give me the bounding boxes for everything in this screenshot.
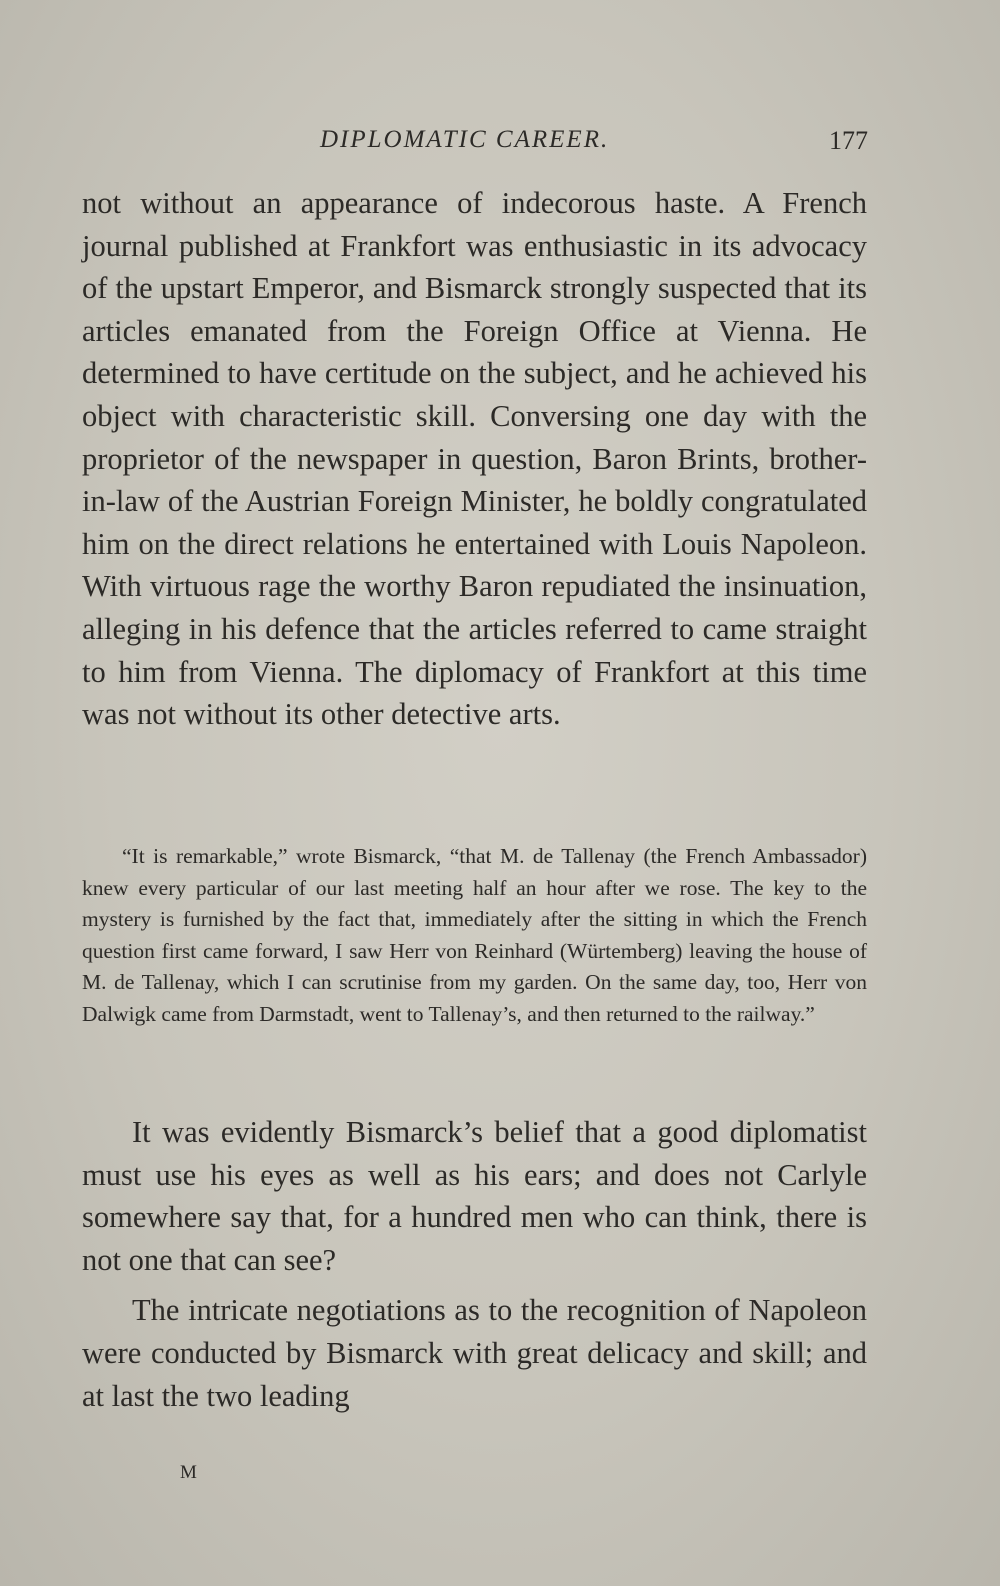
paragraph-2: It was evidently Bismarck’s belief that a good diplomatist must use his eyes as well as his ears; and does not Carlyle somewhere say that, for a hundred men who can think, there is not one that can see? (82, 1115, 867, 1277)
page-header (80, 124, 868, 164)
first-text-block (82, 182, 867, 736)
paragraph-1: not without an appearance of indecorous haste. A French journal published at Frankfort was enthusiastic in its advocacy of the upstart Emperor, and Bismarck strongly suspected that its articles emanated from the Foreign Office at Vienna. He determined to have certitude on the subject, and he achieved his object with characteristic skill. Conversing one day with the proprietor of the newspaper in question, Baron Brints, brother-in-law of the Austrian Foreign Minister, he boldly congratulated him on the direct relations he entertained with Louis Napoleon. With virtuous rage the worthy Baron repudiated the insinuation, alleging in his defence that the articles referred to came straight to him from Vienna. The diplomacy of Frankfort at this time was not without its other detective arts. (82, 186, 867, 732)
running-head: DIPLOMATIC CAREER. (320, 126, 610, 153)
block-quote: “It is remarkable,” wrote Bismarck, “that M. de Tallenay (the French Ambassador) knew every particular of our last meeting half an hour after we rose. The key to the mystery is furnished by the fact that, immediately after the sitting in which the French question first came forward, I saw Herr von Reinhard (Würtemberg) leaving the house of M. de Tallenay, which I can scrutinise from my garden. On the same day, too, Herr von Dalwigk came from Darmstadt, went to Tallenay’s, and then returned to the railway.” (82, 844, 867, 1026)
signature-mark: M (180, 1462, 198, 1483)
paragraph-3: The intricate negotiations as to the recognition of Napoleon were conducted by Bismarck with great delicacy and skill; and at last the two leading (82, 1293, 867, 1413)
page-number: 177 (829, 126, 868, 155)
second-text-block (82, 1111, 867, 1417)
